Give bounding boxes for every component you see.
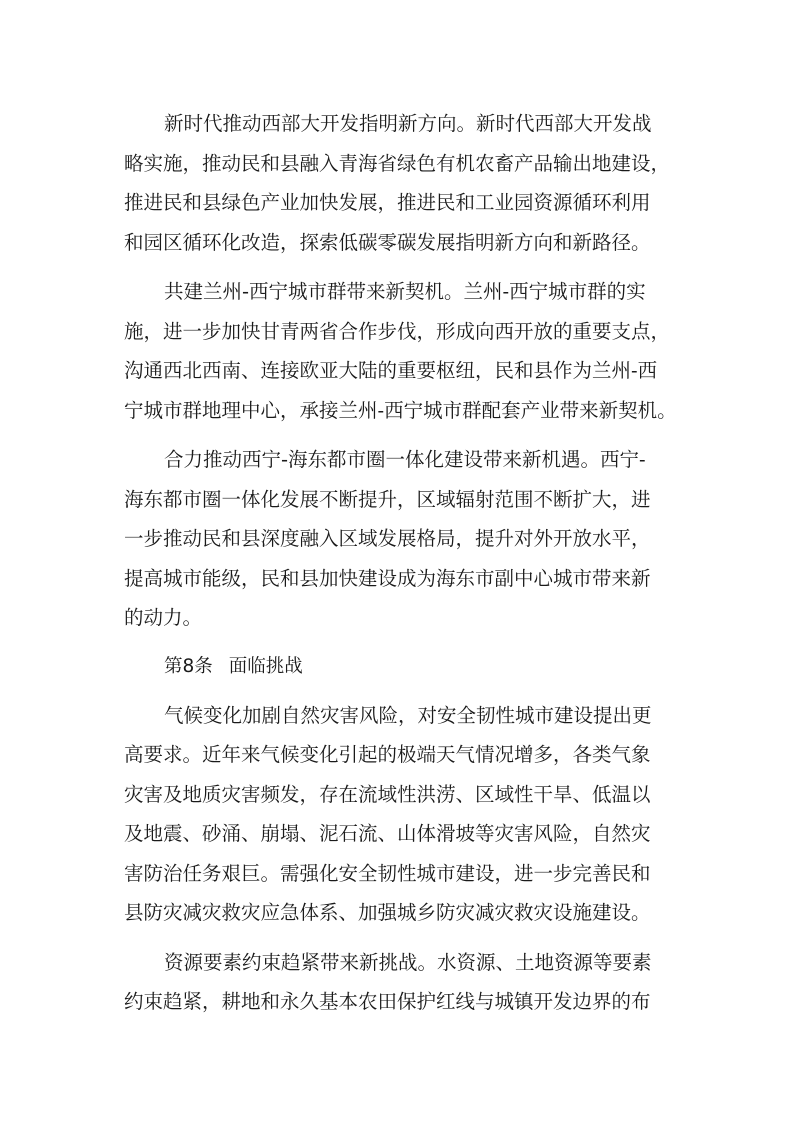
paragraph-line: 约束趋紧，耕地和永久基本农田保护红线与城镇开发边界的布 xyxy=(124,990,651,1013)
paragraph-text: 新时代西部大开发战 xyxy=(476,112,652,135)
article-number: 第8条 xyxy=(164,655,213,677)
article-heading xyxy=(124,648,704,686)
paragraph-line: 灾害及地质灾害频发，存在流域性洪涝、区域性干旱、低温以 xyxy=(124,782,651,806)
paragraph-line: 提高城市能级，民和县加快建设成为海东市副中心城市带来新 xyxy=(124,566,651,590)
paragraph-line: 沟通西北西南、连接欧亚大陆的重要枢纽，民和县作为兰州-西 xyxy=(124,359,658,382)
paragraph-heading: 资源要素约束趋紧带来新挑战。 xyxy=(164,950,438,974)
paragraph-first-line xyxy=(124,440,704,480)
paragraph-line: 和园区循环化改造，探索低碳零碳发展指明新方向和新路径。 xyxy=(124,230,651,254)
paragraph-line: 及地震、砂涌、崩塌、泥石流、山体滑坡等灾害风险，自然灾 xyxy=(124,822,651,845)
document-body xyxy=(124,104,704,1032)
paragraph-line: 施，进一步加快甘青两省合作步伐，形成向西开放的重要支点， xyxy=(124,319,671,343)
paragraph-line: 的动力。 xyxy=(124,606,203,629)
paragraph-line: 略实施，推动民和县融入青海省绿色有机农畜产品输出地建设， xyxy=(124,151,671,175)
paragraph-line: 海东都市圈一体化发展不断提升，区域辐射范围不断扩大，进 xyxy=(124,487,651,511)
paragraph-xining-haidong xyxy=(124,440,704,638)
paragraph-heading: 共建兰州-西宁城市群带来新契机。 xyxy=(164,280,464,303)
paragraph-heading: 新时代推动西部大开发指明新方向。 xyxy=(164,112,477,135)
paragraph-resource-constraints xyxy=(124,943,704,1022)
paragraph-text: 西宁- xyxy=(600,448,646,471)
paragraph-line: 害防治任务艰巨。需强化安全韧性城市建设，进一步完善民和 xyxy=(124,861,651,885)
paragraph-line: 高要求。近年来气候变化引起的极端天气情况增多，各类气象 xyxy=(124,743,651,766)
paragraph-first-line xyxy=(124,696,704,736)
paragraph-line: 县防灾减灾救灾应急体系、加强城乡防灾减灾救灾设施建设。 xyxy=(124,901,651,924)
paragraph-line: 一步推动民和县深度融入区域发展格局，提升对外开放水平， xyxy=(124,527,651,550)
paragraph-heading: 合力推动西宁-海东都市圈一体化建设带来新机遇。 xyxy=(164,448,601,471)
paragraph-line: 宁城市群地理中心，承接兰州-西宁城市群配套产业带来新契机。 xyxy=(124,398,677,422)
paragraph-first-line xyxy=(124,943,704,983)
article-title: 面临挑战 xyxy=(228,655,303,677)
paragraph-text: 兰州-西宁城市群的实 xyxy=(463,280,646,303)
paragraph-west-development xyxy=(124,104,704,262)
paragraph-climate-risk xyxy=(124,696,704,933)
paragraph-first-line xyxy=(124,272,704,312)
paragraph-first-line xyxy=(124,104,704,144)
paragraph-line: 推进民和县绿色产业加快发展，推进民和工业园资源循环利用 xyxy=(124,191,651,214)
paragraph-text: 水资源、土地资源等要素 xyxy=(437,950,652,974)
paragraph-heading: 气候变化加剧自然灾害风险，对安全韧性城市建设提出更 xyxy=(164,703,652,727)
paragraph-lanzhou-xining xyxy=(124,272,704,430)
